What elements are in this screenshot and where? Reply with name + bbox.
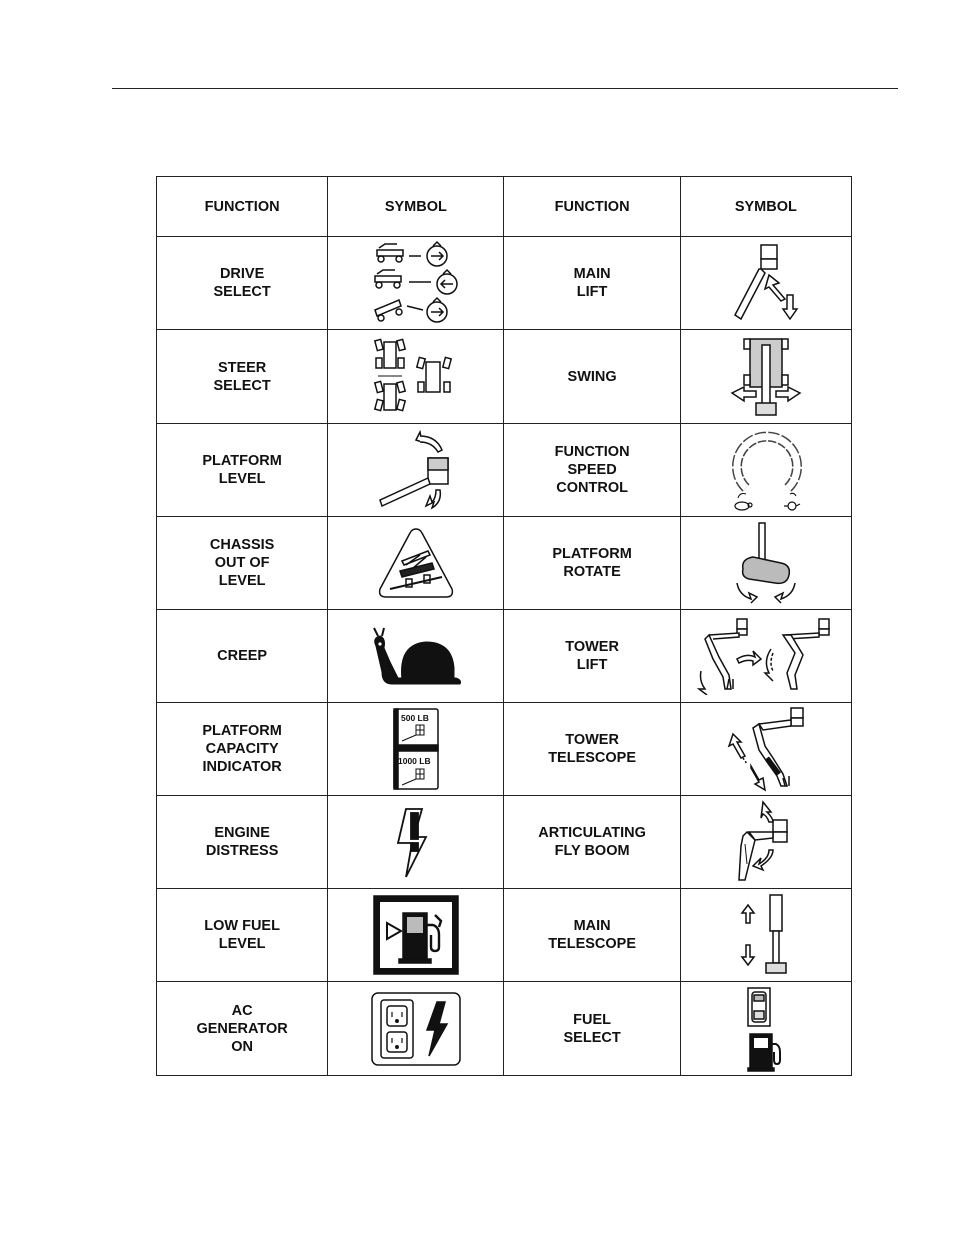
capacity-label-1000: 1000 LB (397, 756, 431, 766)
function-label: SWING (504, 330, 680, 424)
table-row (157, 703, 852, 796)
swing-icon (728, 335, 804, 419)
engine-distress-icon (396, 803, 436, 881)
steer-select-icon (370, 336, 462, 418)
table-row (157, 237, 852, 330)
table-row (157, 982, 852, 1076)
platform-level-icon (376, 430, 456, 510)
chassis-out-of-level-icon (376, 525, 456, 601)
function-label: CREEP (157, 610, 328, 703)
table-row (157, 424, 852, 517)
function-label: PLATFORM CAPACITY INDICATOR (157, 703, 328, 796)
fuel-select-icon (744, 986, 788, 1072)
symbol-cell (680, 982, 851, 1076)
header-rule (112, 88, 898, 89)
symbol-cell (328, 517, 504, 610)
function-label: TOWER LIFT (504, 610, 680, 703)
symbol-cell (328, 610, 504, 703)
platform-rotate-icon (731, 521, 801, 605)
header-symbol-left: SYMBOL (328, 177, 504, 237)
symbol-cell (680, 517, 851, 610)
function-label: PLATFORM ROTATE (504, 517, 680, 610)
symbol-cell (680, 330, 851, 424)
drive-select-icon (371, 240, 461, 326)
function-label: ARTICULATING FLY BOOM (504, 796, 680, 889)
function-label: ENGINE DISTRESS (157, 796, 328, 889)
tower-lift-icon (695, 617, 837, 695)
snail-icon (368, 624, 464, 688)
symbol-cell (680, 237, 851, 330)
symbol-cell (680, 424, 851, 517)
symbol-cell (680, 796, 851, 889)
symbol-cell (680, 703, 851, 796)
table-row (157, 330, 852, 424)
table-row (157, 796, 852, 889)
function-label: DRIVE SELECT (157, 237, 328, 330)
function-label: AC GENERATOR ON (157, 982, 328, 1076)
table-row (157, 517, 852, 610)
symbol-cell (328, 703, 504, 796)
main-lift-icon (731, 243, 801, 323)
articulating-fly-boom-icon (731, 800, 801, 884)
tower-telescope-icon (721, 706, 811, 792)
low-fuel-level-icon (373, 895, 459, 975)
symbol-cell (680, 889, 851, 982)
symbol-cell (328, 796, 504, 889)
header-function-left: FUNCTION (157, 177, 328, 237)
function-label: MAIN TELESCOPE (504, 889, 680, 982)
header-symbol-right: SYMBOL (680, 177, 851, 237)
header-function-right: FUNCTION (504, 177, 680, 237)
ac-generator-icon (371, 992, 461, 1066)
function-label: STEER SELECT (157, 330, 328, 424)
symbol-cell (328, 982, 504, 1076)
function-label: LOW FUEL LEVEL (157, 889, 328, 982)
table-header-row (157, 177, 852, 237)
function-speed-control-icon (726, 428, 806, 512)
table-row (157, 889, 852, 982)
function-label: TOWER TELESCOPE (504, 703, 680, 796)
function-label: FUEL SELECT (504, 982, 680, 1076)
symbol-cell (328, 424, 504, 517)
function-label: MAIN LIFT (504, 237, 680, 330)
capacity-label-500: 500 LB (400, 713, 429, 723)
platform-capacity-icon (392, 707, 440, 791)
symbol-cell (680, 610, 851, 703)
main-telescope-icon (736, 893, 796, 977)
function-label: CHASSIS OUT OF LEVEL (157, 517, 328, 610)
function-label: PLATFORM LEVEL (157, 424, 328, 517)
function-label: FUNCTION SPEED CONTROL (504, 424, 680, 517)
symbol-cell (328, 889, 504, 982)
symbol-cell (328, 330, 504, 424)
function-symbol-table (156, 176, 852, 1076)
table-row (157, 610, 852, 703)
symbol-cell (328, 237, 504, 330)
